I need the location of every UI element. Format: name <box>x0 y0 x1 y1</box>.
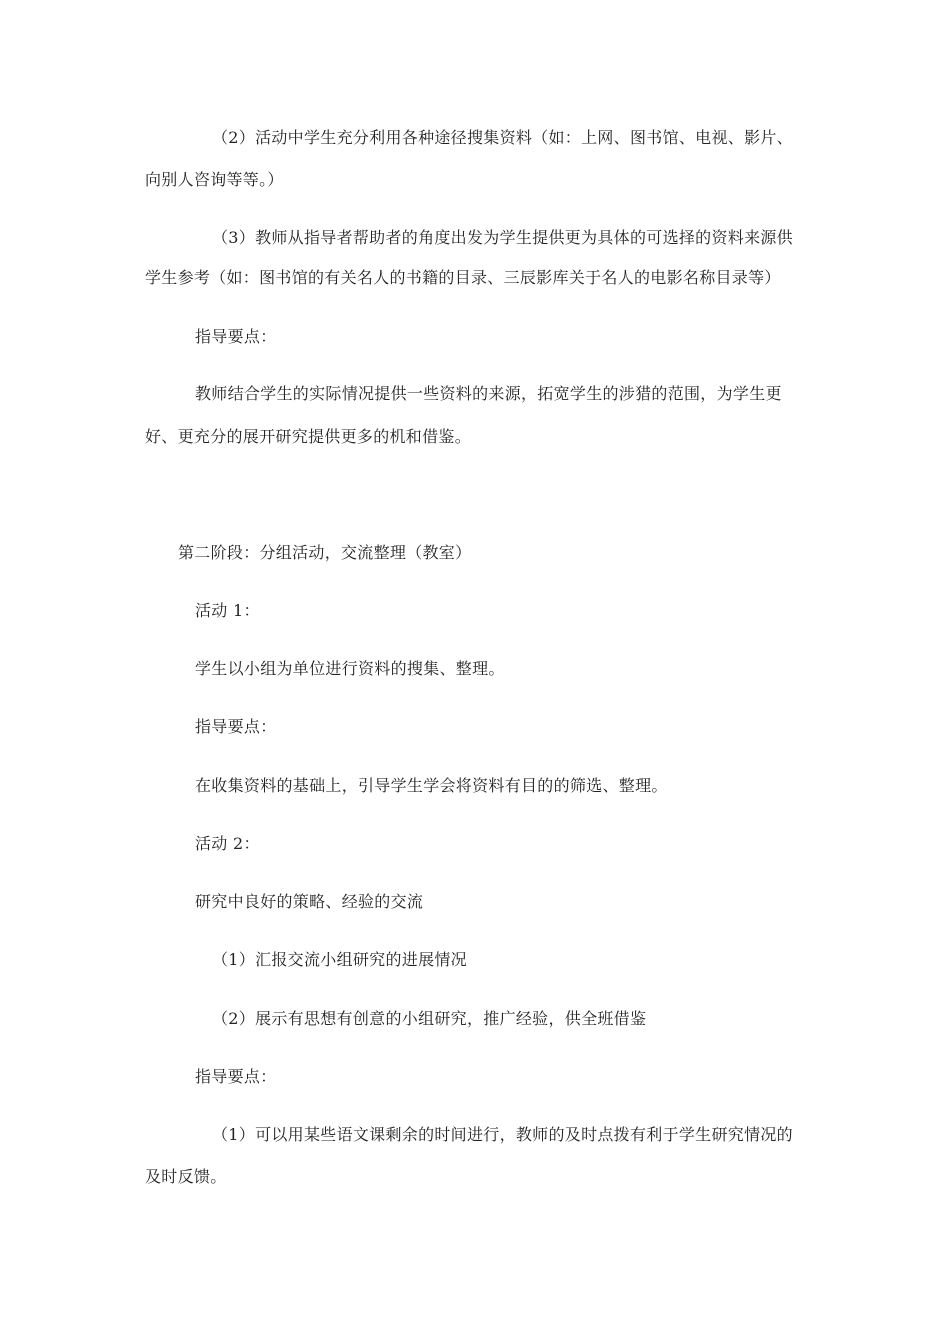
para-3-line-2: 学生参考（如：图书馆的有关名人的书籍的目录、三辰影库关于名人的电影名称目录等） <box>145 268 781 287</box>
guide-heading-1: 指导要点： <box>195 327 277 346</box>
activity-2-item-1: （1）汇报交流小组研究的进展情况 <box>212 950 467 969</box>
activity-2-text: 研究中良好的策略、经验的交流 <box>195 892 424 911</box>
guide-heading-2: 指导要点： <box>195 717 277 736</box>
activity-2-item-2: （2）展示有思想有创意的小组研究，推广经验，供全班借鉴 <box>212 1009 647 1028</box>
stage-2-title: 第二阶段：分组活动，交流整理（教室） <box>178 543 472 562</box>
para-2-line-1: （2）活动中学生充分利用各种途径搜集资料（如：上网、图书馆、电视、影片、 <box>212 128 793 147</box>
guide-3-item-1-line-1: （1）可以用某些语文课剩余的时间进行，教师的及时点拨有利于学生研究情况的 <box>212 1125 793 1144</box>
guide-3-item-1-line-2: 及时反馈。 <box>145 1167 227 1186</box>
activity-2-heading: 活动 2： <box>195 834 260 853</box>
para-2-line-2: 向别人咨询等等。） <box>145 170 284 189</box>
guide-text-1-line-2: 好、更充分的展开研究提供更多的机和借鉴。 <box>145 427 472 446</box>
guide-text-2: 在收集资料的基础上，引导学生学会将资料有目的的筛选、整理。 <box>195 776 668 795</box>
activity-1-text: 学生以小组为单位进行资料的搜集、整理。 <box>195 659 505 678</box>
guide-heading-3: 指导要点： <box>195 1067 277 1086</box>
activity-1-heading: 活动 1： <box>195 601 260 620</box>
guide-text-1-line-1: 教师结合学生的实际情况提供一些资料的来源，拓宽学生的涉猎的范围，为学生更 <box>195 384 782 403</box>
para-3-line-1: （3）教师从指导者帮助者的角度出发为学生提供更为具体的可选择的资料来源供 <box>212 228 793 247</box>
